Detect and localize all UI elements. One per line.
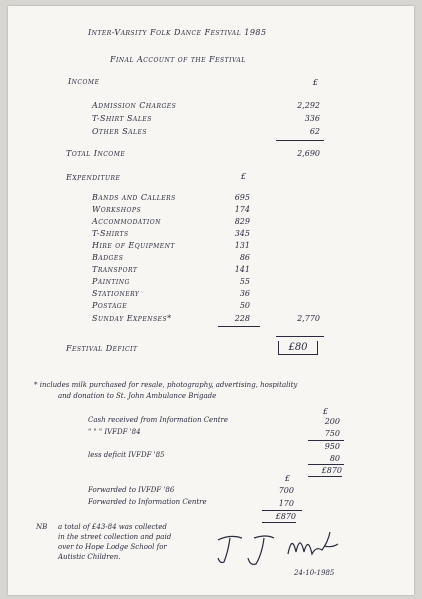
expenditure-subtotal-rule <box>218 326 260 327</box>
forwarded-subtotal-rule <box>262 510 302 511</box>
total-income-value: 2,690 <box>297 149 320 158</box>
income-row-label: Other Sales <box>92 127 148 136</box>
income-heading: Income <box>68 77 100 86</box>
expense-row-value: 86 <box>239 253 250 262</box>
expense-row-label: Workshops <box>92 205 142 214</box>
expense-row-label: T-Shirts <box>92 229 129 238</box>
account-sheet <box>8 6 414 595</box>
expense-row-value: 36 <box>239 289 250 298</box>
forwarded-row-1-label: Forwarded to IVFDF '86 <box>88 486 175 494</box>
forwarded-row-2-value: 170 <box>278 499 294 508</box>
footnote-line-1: * includes milk purchased for resale, photography, advertising, hospitality <box>34 381 298 389</box>
expenditure-total-rule <box>276 336 324 337</box>
cash-total-rule <box>308 464 344 465</box>
nb-line: in the street collection and paid <box>58 533 172 541</box>
cash-total-value: £870 <box>308 467 342 477</box>
expense-row-value: 55 <box>239 277 250 286</box>
deficit-value: £80 <box>278 341 318 355</box>
expense-row-label: Hire of Equipment <box>92 241 175 250</box>
expense-row-value: 695 <box>234 193 250 202</box>
income-row-label: Admission Charges <box>92 101 177 110</box>
nb-line: over to Hope Lodge School for <box>58 543 167 551</box>
document-title: Inter-Varsity Folk Dance Festival 1985 <box>88 28 267 37</box>
expenditure-heading: Expenditure <box>66 173 121 182</box>
expense-row-value: 141 <box>234 265 250 274</box>
expense-row-value: 131 <box>234 241 250 250</box>
deficit-label: Festival Deficit <box>66 344 138 353</box>
total-income-label: Total Income <box>66 149 126 158</box>
cash-subtotal-value: 950 <box>324 442 340 451</box>
income-subtotal-rule <box>276 140 324 141</box>
expense-row-label: Badges <box>92 253 124 262</box>
cash-row-2-label: " " " IVFDF '84 <box>88 428 141 436</box>
forwarded-total-value: £870 <box>262 513 296 523</box>
income-row-value: 336 <box>304 114 320 123</box>
expense-row-value: 174 <box>234 205 250 214</box>
income-row-label: T-Shirt Sales <box>92 114 152 123</box>
expense-row-label: Sunday Expenses* <box>92 314 172 323</box>
nb-marker: NB <box>36 523 48 531</box>
cash-row-1-label: Cash received from Information Centre <box>88 416 229 424</box>
nb-line: Autistic Children. <box>58 553 121 561</box>
forwarded-row-2-label: Forwarded to Information Centre <box>88 498 207 506</box>
expense-row-label: Bands and Callers <box>92 193 176 202</box>
expense-row-label: Transport <box>92 265 138 274</box>
expense-row-label: Accommodation <box>92 217 161 226</box>
document-subtitle: Final Account of the Festival <box>110 55 246 64</box>
cash-row-1-value: 200 <box>324 417 340 426</box>
expenditure-currency: £ <box>240 172 246 181</box>
total-expenditure-value: 2,770 <box>297 314 320 323</box>
income-currency: £ <box>312 78 318 87</box>
forwarded-row-1-value: 700 <box>278 486 294 495</box>
cash-row-2-value: 750 <box>324 429 340 438</box>
footnote-line-2: and donation to St. John Ambulance Brigade <box>58 392 217 400</box>
expense-row-value: 829 <box>234 217 250 226</box>
income-row-value: 62 <box>309 127 320 136</box>
cash-row-3-label: less deficit IVFDF '85 <box>88 451 165 459</box>
expense-row-value: 228 <box>234 314 250 323</box>
expense-row-label: Stationery <box>92 289 140 298</box>
expense-row-label: Painting <box>92 277 130 286</box>
expense-row-label: Postage <box>92 301 128 310</box>
income-row-value: 2,292 <box>297 101 320 110</box>
forwarded-currency: £ <box>284 474 290 483</box>
expense-row-value: 50 <box>239 301 250 310</box>
cash-subtotal-rule <box>308 440 344 441</box>
cash-row-3-value: 80 <box>329 454 340 463</box>
document-date: 24-10-1985 <box>294 569 335 577</box>
expense-row-value: 345 <box>234 229 250 238</box>
cash-currency: £ <box>322 407 328 416</box>
nb-line: a total of £43-84 was collected <box>58 523 167 531</box>
signature-image <box>212 524 352 566</box>
